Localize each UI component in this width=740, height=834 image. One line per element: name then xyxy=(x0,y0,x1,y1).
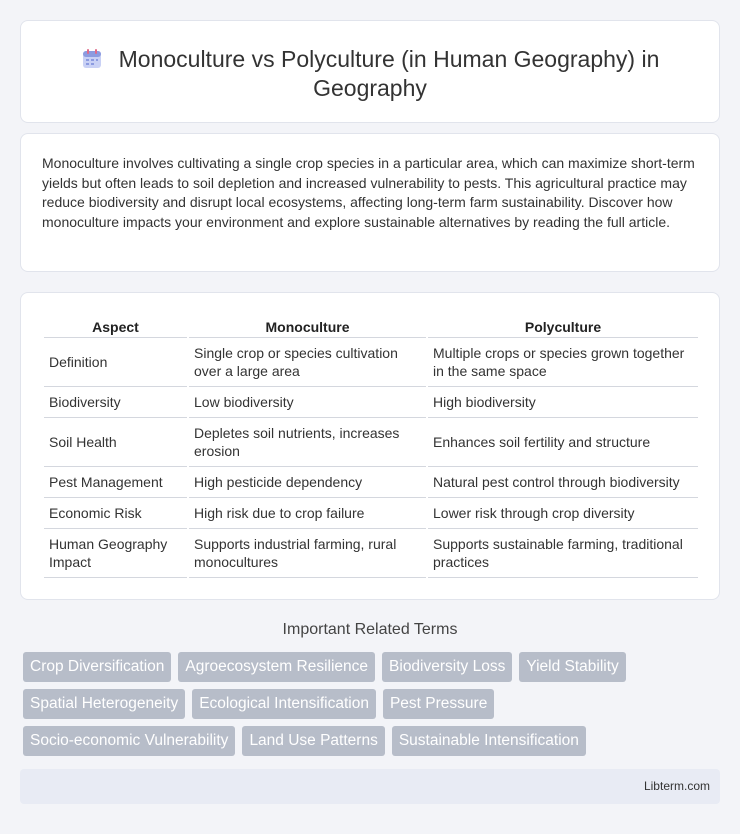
comparison-card xyxy=(20,292,720,600)
footer xyxy=(20,769,720,804)
comparison-table xyxy=(42,316,700,578)
table-header-row xyxy=(44,316,698,338)
row-aspect: Economic Risk xyxy=(44,498,187,529)
row-monoculture: High pesticide dependency xyxy=(189,467,426,498)
related-term-tag[interactable]: Ecological Intensification xyxy=(192,689,376,719)
row-polyculture: Multiple crops or species grown together in the same space xyxy=(428,338,698,387)
table-row xyxy=(44,529,698,578)
related-term-tag[interactable]: Socio-economic Vulnerability xyxy=(23,726,235,756)
header-aspect: Aspect xyxy=(44,316,187,338)
related-term-tag[interactable]: Yield Stability xyxy=(519,652,625,682)
row-polyculture: Lower risk through crop diversity xyxy=(428,498,698,529)
row-monoculture: High risk due to crop failure xyxy=(189,498,426,529)
title-card xyxy=(20,20,720,123)
table-row xyxy=(44,467,698,498)
row-aspect: Pest Management xyxy=(44,467,187,498)
header-polyculture: Polyculture xyxy=(428,316,698,338)
related-term-tag[interactable]: Land Use Patterns xyxy=(242,726,384,756)
row-aspect: Biodiversity xyxy=(44,387,187,418)
row-polyculture: Natural pest control through biodiversity xyxy=(428,467,698,498)
related-term-tag[interactable]: Agroecosystem Resilience xyxy=(178,652,375,682)
row-polyculture: High biodiversity xyxy=(428,387,698,418)
row-aspect: Human Geography Impact xyxy=(44,529,187,578)
row-aspect: Definition xyxy=(44,338,187,387)
page-title xyxy=(21,45,719,103)
table-row xyxy=(44,387,698,418)
row-monoculture: Single crop or species cultivation over a large area xyxy=(189,338,426,387)
table-row xyxy=(44,338,698,387)
intro-paragraph: Monoculture involves cultivating a single crop species in a particular area, which can maximize short-term yields but often leads to soil depletion and increased vulnerability to pests. This agricultural practice may reduce biodiversity and disrupt local ecosystems, affecting long-term farm sustainability. Discover how monoculture impacts your environment and explore sustainable alternatives by reading the full article. xyxy=(42,155,695,230)
related-terms-title: Important Related Terms xyxy=(282,621,458,638)
row-polyculture: Enhances soil fertility and structure xyxy=(428,418,698,467)
related-term-tag[interactable]: Pest Pressure xyxy=(383,689,494,719)
related-terms-list xyxy=(23,652,683,763)
table-row xyxy=(44,498,698,529)
related-term-tag[interactable]: Sustainable Intensification xyxy=(392,726,586,756)
related-term-tag[interactable]: Biodiversity Loss xyxy=(382,652,512,682)
related-term-tag[interactable]: Spatial Heterogeneity xyxy=(23,689,185,719)
header-monoculture: Monoculture xyxy=(189,316,426,338)
title-line-2: Geography xyxy=(313,75,427,101)
footer-site-link[interactable]: Libterm.com xyxy=(643,779,710,793)
row-monoculture: Low biodiversity xyxy=(189,387,426,418)
related-term-tag[interactable]: Crop Diversification xyxy=(23,652,171,682)
table-row xyxy=(44,418,698,467)
row-monoculture: Depletes soil nutrients, increases erosion xyxy=(189,418,426,467)
row-monoculture: Supports industrial farming, rural monocultures xyxy=(189,529,426,578)
row-aspect: Soil Health xyxy=(44,418,187,467)
intro-card xyxy=(20,133,720,272)
title-line-1: Monoculture vs Polyculture (in Human Geography) in xyxy=(118,46,660,72)
row-polyculture: Supports sustainable farming, traditional practices xyxy=(428,529,698,578)
calendar-icon xyxy=(81,48,103,70)
